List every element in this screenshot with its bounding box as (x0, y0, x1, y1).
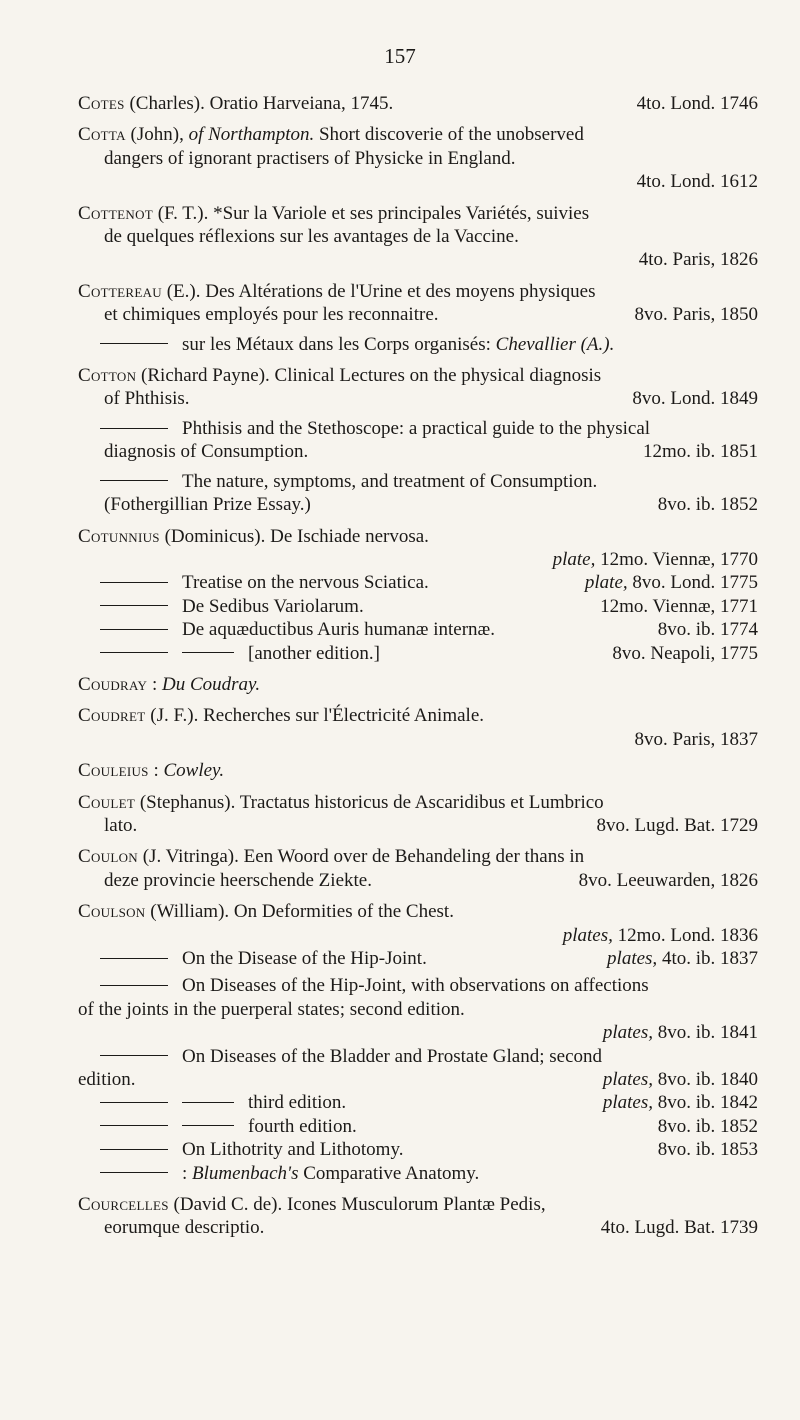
ditto-rule (100, 1055, 168, 1056)
entry-title-italic: of Northampton. (188, 124, 315, 146)
entry-imprint: 12mo. Viennæ, 1771 (600, 595, 758, 617)
plate-note: plate, (584, 572, 628, 594)
plate-note: plates, (607, 948, 658, 969)
entry-line: of the joints in the puerperal states; second edition. (78, 998, 465, 1020)
entry-name: Cottereau (78, 280, 162, 302)
entry-imprint: 4to. ib. 1837 (661, 948, 758, 969)
entry-coulon (78, 845, 758, 892)
entry-line: et chimiques employés pour les reconnaitre. (104, 304, 439, 326)
entry-imprint: 12mo. ib. 1851 (642, 441, 758, 463)
entry-line: eorumque descriptio. (104, 1217, 265, 1239)
entry-text: (David C. de). Icones Musculorum Plantæ Pedis, (173, 1194, 546, 1216)
entry-name: Cottenot (78, 202, 154, 224)
entry-text: Short discoverie of the unobserved (318, 124, 584, 146)
ditto-rule (100, 1172, 168, 1173)
entry-cotton (78, 364, 758, 516)
entry-text: : (182, 1162, 188, 1184)
entry-text: The nature, symptoms, and treatment of Consumption. (182, 470, 598, 492)
cross-reference: Chevallier (A.). (495, 333, 615, 355)
entry-text: De Sedibus Variolarum. (182, 595, 364, 617)
ditto-rule (100, 343, 168, 344)
entry-text: On Diseases of the Hip-Joint, with observations on affections (182, 975, 649, 997)
entry-coudray (78, 673, 758, 696)
entry-name: Courcelles (78, 1194, 169, 1216)
entry-text: Treatise on the nervous Sciatica. (182, 572, 429, 594)
entry-text: (F. T.). *Sur la Variole et ses principales Variétés, suivies (157, 202, 590, 224)
entry-imprint: 4to. Paris, 1826 (638, 249, 758, 271)
entry-text: : (153, 760, 159, 782)
entry-imprint: 12mo. Viennæ, 1770 (600, 548, 758, 570)
entry-name: Cotunnius (78, 525, 160, 547)
entry-imprint: 4to. Lond. 1612 (636, 171, 758, 193)
entry-imprint: 8vo. Lond. 1849 (632, 388, 758, 410)
entry-text: (William). On Deformities of the Chest. (150, 901, 454, 923)
ditto-rule (100, 582, 168, 583)
plate-note: plates, (602, 1069, 653, 1091)
entry-couleius (78, 759, 758, 782)
entry-imprint: 8vo. ib. 1841 (657, 1022, 758, 1044)
entry-line: edition. (78, 1069, 136, 1091)
ditto-rule (100, 985, 168, 986)
entry-imprint: 8vo. Neapoli, 1775 (612, 642, 758, 664)
entry-imprint: 8vo. ib. 1840 (657, 1069, 758, 1091)
ditto-rule (100, 629, 168, 630)
entry-text: (J. F.). Recherches sur l'Électricité Animale. (150, 705, 485, 727)
entry-text: Phthisis and the Stethoscope: a practical guide to the physical (182, 417, 651, 439)
entry-text: (Richard Payne). Clinical Lectures on the physical diagnosis (141, 365, 602, 387)
plate-note: plates, (562, 924, 613, 946)
ditto-rule (100, 480, 168, 481)
entry-line: diagnosis of Consumption. (104, 441, 309, 463)
ditto-rule (100, 428, 168, 429)
cross-reference: Blumenbach's (192, 1162, 299, 1184)
entry-imprint: 8vo. ib. 1852 (657, 494, 758, 516)
ditto-rule (182, 1125, 234, 1126)
entry-cotta (78, 123, 758, 193)
entry-text: third edition. (248, 1092, 347, 1114)
entry-text: On the Disease of the Hip-Joint. (182, 948, 427, 969)
entry-name: Couleius (78, 760, 149, 782)
entry-text: (J. Vitringa). Een Woord over de Behandeling der thans in (142, 846, 585, 868)
entry-imprint: 8vo. ib. 1852 (657, 1115, 758, 1137)
entry-imprint: 8vo. Lond. 1775 (632, 572, 758, 594)
entry-name: Coulson (78, 901, 146, 923)
entry-name: Cotton (78, 365, 137, 387)
entry-text: (John), (130, 124, 184, 146)
entry-imprint: 8vo. ib. 1853 (657, 1139, 758, 1161)
entry-text: (Stephanus). Tractatus historicus de Ascaridibus et Lumbrico (139, 791, 604, 813)
entry-cotunnius (78, 525, 758, 665)
entry-imprint: 12mo. Lond. 1836 (617, 924, 758, 946)
cross-reference: Cowley. (163, 760, 225, 782)
ditto-rule (100, 1102, 168, 1103)
entry-coudret (78, 704, 758, 751)
entry-imprint: 8vo. ib. 1774 (657, 619, 758, 641)
ditto-rule (182, 652, 234, 653)
entry-coulet (78, 791, 758, 838)
entry-name: Coudret (78, 705, 146, 727)
entry-cotes (78, 92, 758, 115)
entry-imprint: 8vo. ib. 1842 (657, 1092, 758, 1114)
entry-line: deze provincie heerschende Ziekte. (104, 869, 372, 891)
entry-name: Coudray (78, 673, 148, 695)
entry-name: Cotta (78, 124, 126, 146)
entry-text: (Charles). Oratio Harveiana, 1745. (129, 93, 394, 114)
ditto-rule (182, 1102, 234, 1103)
entry-text: On Diseases of the Bladder and Prostate Gland; second (182, 1045, 603, 1067)
entry-imprint: 8vo. Leeuwarden, 1826 (578, 869, 758, 891)
entry-text: (Dominicus). De Ischiade nervosa. (164, 525, 429, 547)
entry-imprint: 8vo. Paris, 1850 (634, 304, 758, 326)
plate-note: plates, (602, 1092, 653, 1114)
entry-name: Coulet (78, 791, 136, 813)
entry-name: Coulon (78, 846, 138, 868)
entry-cottenot (78, 202, 758, 272)
entry-text: De aquæductibus Auris humanæ internæ. (182, 619, 495, 641)
cross-reference: Du Coudray. (161, 673, 261, 695)
entry-imprint: 8vo. Lugd. Bat. 1729 (596, 814, 758, 836)
entry-courcelles (78, 1193, 758, 1240)
entry-coulson (78, 900, 758, 1185)
entry-imprint: 4to. Lugd. Bat. 1739 (600, 1217, 758, 1239)
ditto-rule (100, 958, 168, 959)
entry-imprint: 8vo. Paris, 1837 (634, 728, 758, 750)
entry-text: sur les Métaux dans les Corps organisés: (182, 333, 491, 355)
entry-line: de quelques réflexions sur les avantages de la Vaccine. (104, 226, 519, 248)
page-number: 157 (384, 44, 416, 68)
entry-line: of Phthisis. (104, 388, 190, 410)
entry-line: dangers of ignorant practisers of Physicke in England. (104, 147, 516, 169)
entry-list (78, 92, 758, 1248)
plate-note: plate, (552, 548, 596, 570)
entry-imprint: 4to. Lond. 1746 (636, 93, 758, 114)
ditto-rule (100, 652, 168, 653)
entry-text: [another edition.] (248, 642, 380, 664)
plate-note: plates, (602, 1022, 653, 1044)
entry-text: : (151, 673, 158, 695)
entry-line: (Fothergillian Prize Essay.) (104, 494, 311, 516)
entry-line: lato. (104, 814, 138, 836)
entry-text: Comparative Anatomy. (303, 1162, 480, 1184)
entry-text: On Lithotrity and Lithotomy. (182, 1139, 404, 1161)
entry-cottereau (78, 280, 758, 356)
entry-name: Cotes (78, 93, 125, 114)
ditto-rule (100, 605, 168, 606)
ditto-rule (100, 1125, 168, 1126)
entry-text: fourth edition. (248, 1115, 357, 1137)
entry-text: (E.). Des Altérations de l'Urine et des moyens physiques (166, 280, 596, 302)
ditto-rule (100, 1149, 168, 1150)
